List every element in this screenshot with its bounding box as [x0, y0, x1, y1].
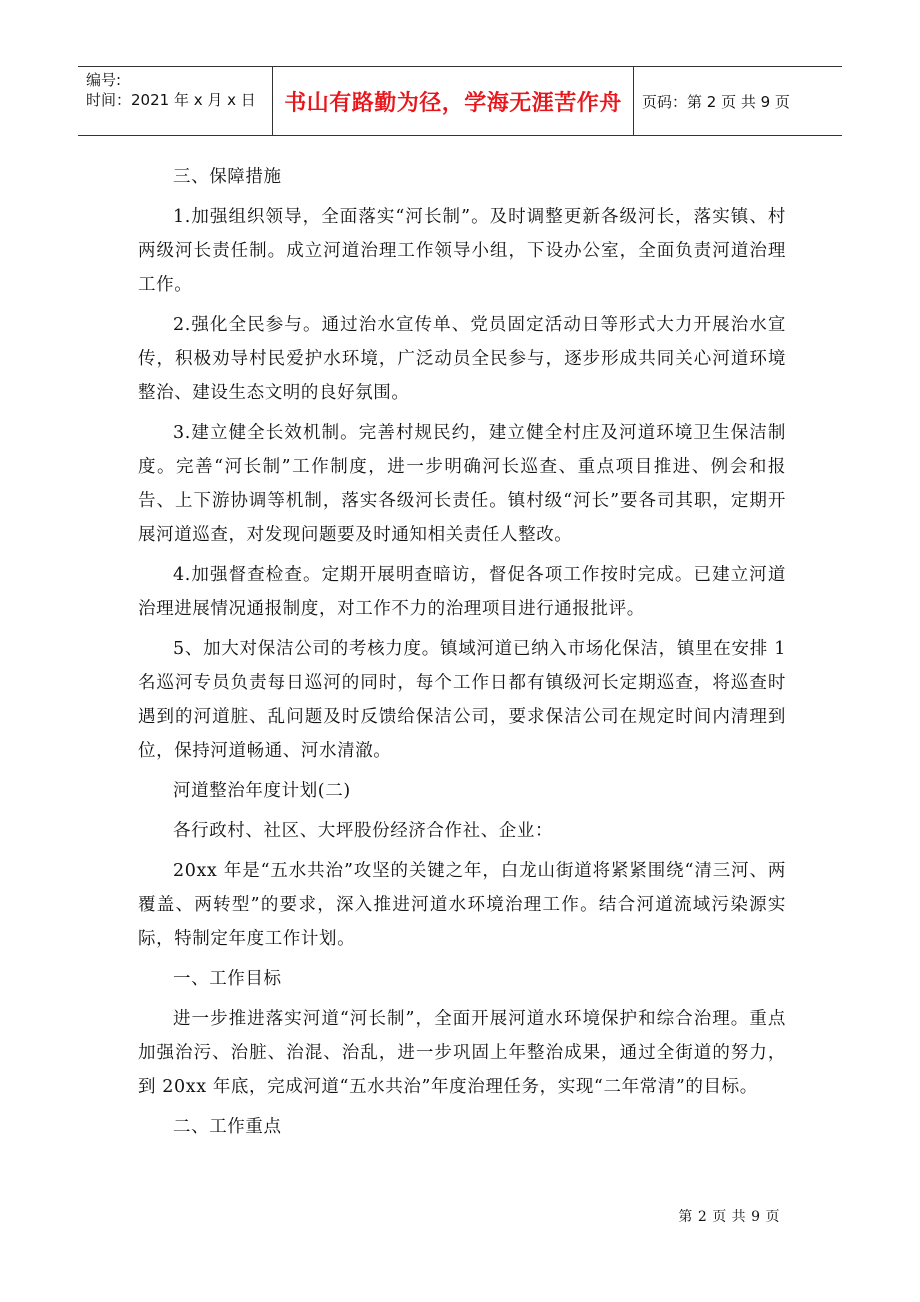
document-body: [138, 160, 786, 1144]
paragraph-mechanism: 3.建立健全长效机制。完善村规民约，建立健全村庄及河道环境卫生保洁制度。完善“河长制”工作制度，进一步明确河长巡查、重点项目推进、例会和报告、上下游协调等机制，落实各级河长责任。镇村级“河长”要各司其职，定期开展河道巡查，对发现问题要及时通知相关责任人整改。: [138, 423, 786, 545]
paragraph-participation: 2.强化全民参与。通过治水宣传单、党员固定活动日等形式大力开展治水宣传，积极劝导村民爱护水环境，广泛动员全民参与，逐步形成共同关心河道环境整治、建设生态文明的良好氛围。: [138, 315, 786, 403]
header-motto: 书山有路勤为径，学海无涯苦作舟: [273, 67, 634, 135]
section-heading-safeguards: 三、保障措施: [173, 167, 282, 187]
paragraph-organization: 1.加强组织领导，全面落实“河长制”。及时调整更新各级河长，落实镇、村两级河长责任制。成立河道治理工作领导小组，下设办公室，全面负责河道治理工作。: [138, 207, 786, 295]
header-meta-cell: [78, 67, 273, 135]
page-header: [78, 66, 842, 136]
section-heading-goals: 一、工作目标: [173, 969, 282, 989]
paragraph-assessment: 5、加大对保洁公司的考核力度。镇域河道已纳入市场化保洁，镇里在安排 1 名巡河专员负责每日巡河的同时，每个工作日都有镇级河长定期巡查，将巡查时遇到的河道脏、乱问题及时反馈给保洁公司，要求保洁公司在规定时间内清理到位，保持河道畅通、河水清澈。: [138, 639, 786, 761]
paragraph-goals: 进一步推进落实河道“河长制”，全面开展河道水环境保护和综合治理。重点加强治污、治脏、治混、治乱，进一步巩固上年整治成果，通过全街道的努力，到 20xx 年底，完成河道“五水共治”年度治理任务，实现“二年常清”的目标。: [138, 1009, 786, 1097]
header-page-number: 页码：第 2 页 共 9 页: [642, 92, 790, 111]
page-footer: 第 2 页 共 9 页: [678, 1209, 780, 1225]
plan-title: 河道整治年度计划(二): [173, 781, 351, 801]
document-number-label: 编号:: [86, 71, 122, 89]
addressee-line: 各行政村、社区、大坪股份经济合作社、企业：: [173, 821, 554, 841]
section-heading-priorities: 二、工作重点: [173, 1117, 282, 1137]
document-date-label: 时间：2021 年 x 月 x 日: [86, 91, 256, 109]
paragraph-intro: 20xx 年是“五水共治”攻坚的关键之年，白龙山街道将紧紧围绕“清三河、两覆盖、两转型”的要求，深入推进河道水环境治理工作。结合河道流域污染源实际，特制定年度工作计划。: [138, 861, 786, 949]
paragraph-inspection: 4.加强督查检查。定期开展明查暗访，督促各项工作按时完成。已建立河道治理进展情况通报制度，对工作不力的治理项目进行通报批评。: [138, 565, 786, 619]
